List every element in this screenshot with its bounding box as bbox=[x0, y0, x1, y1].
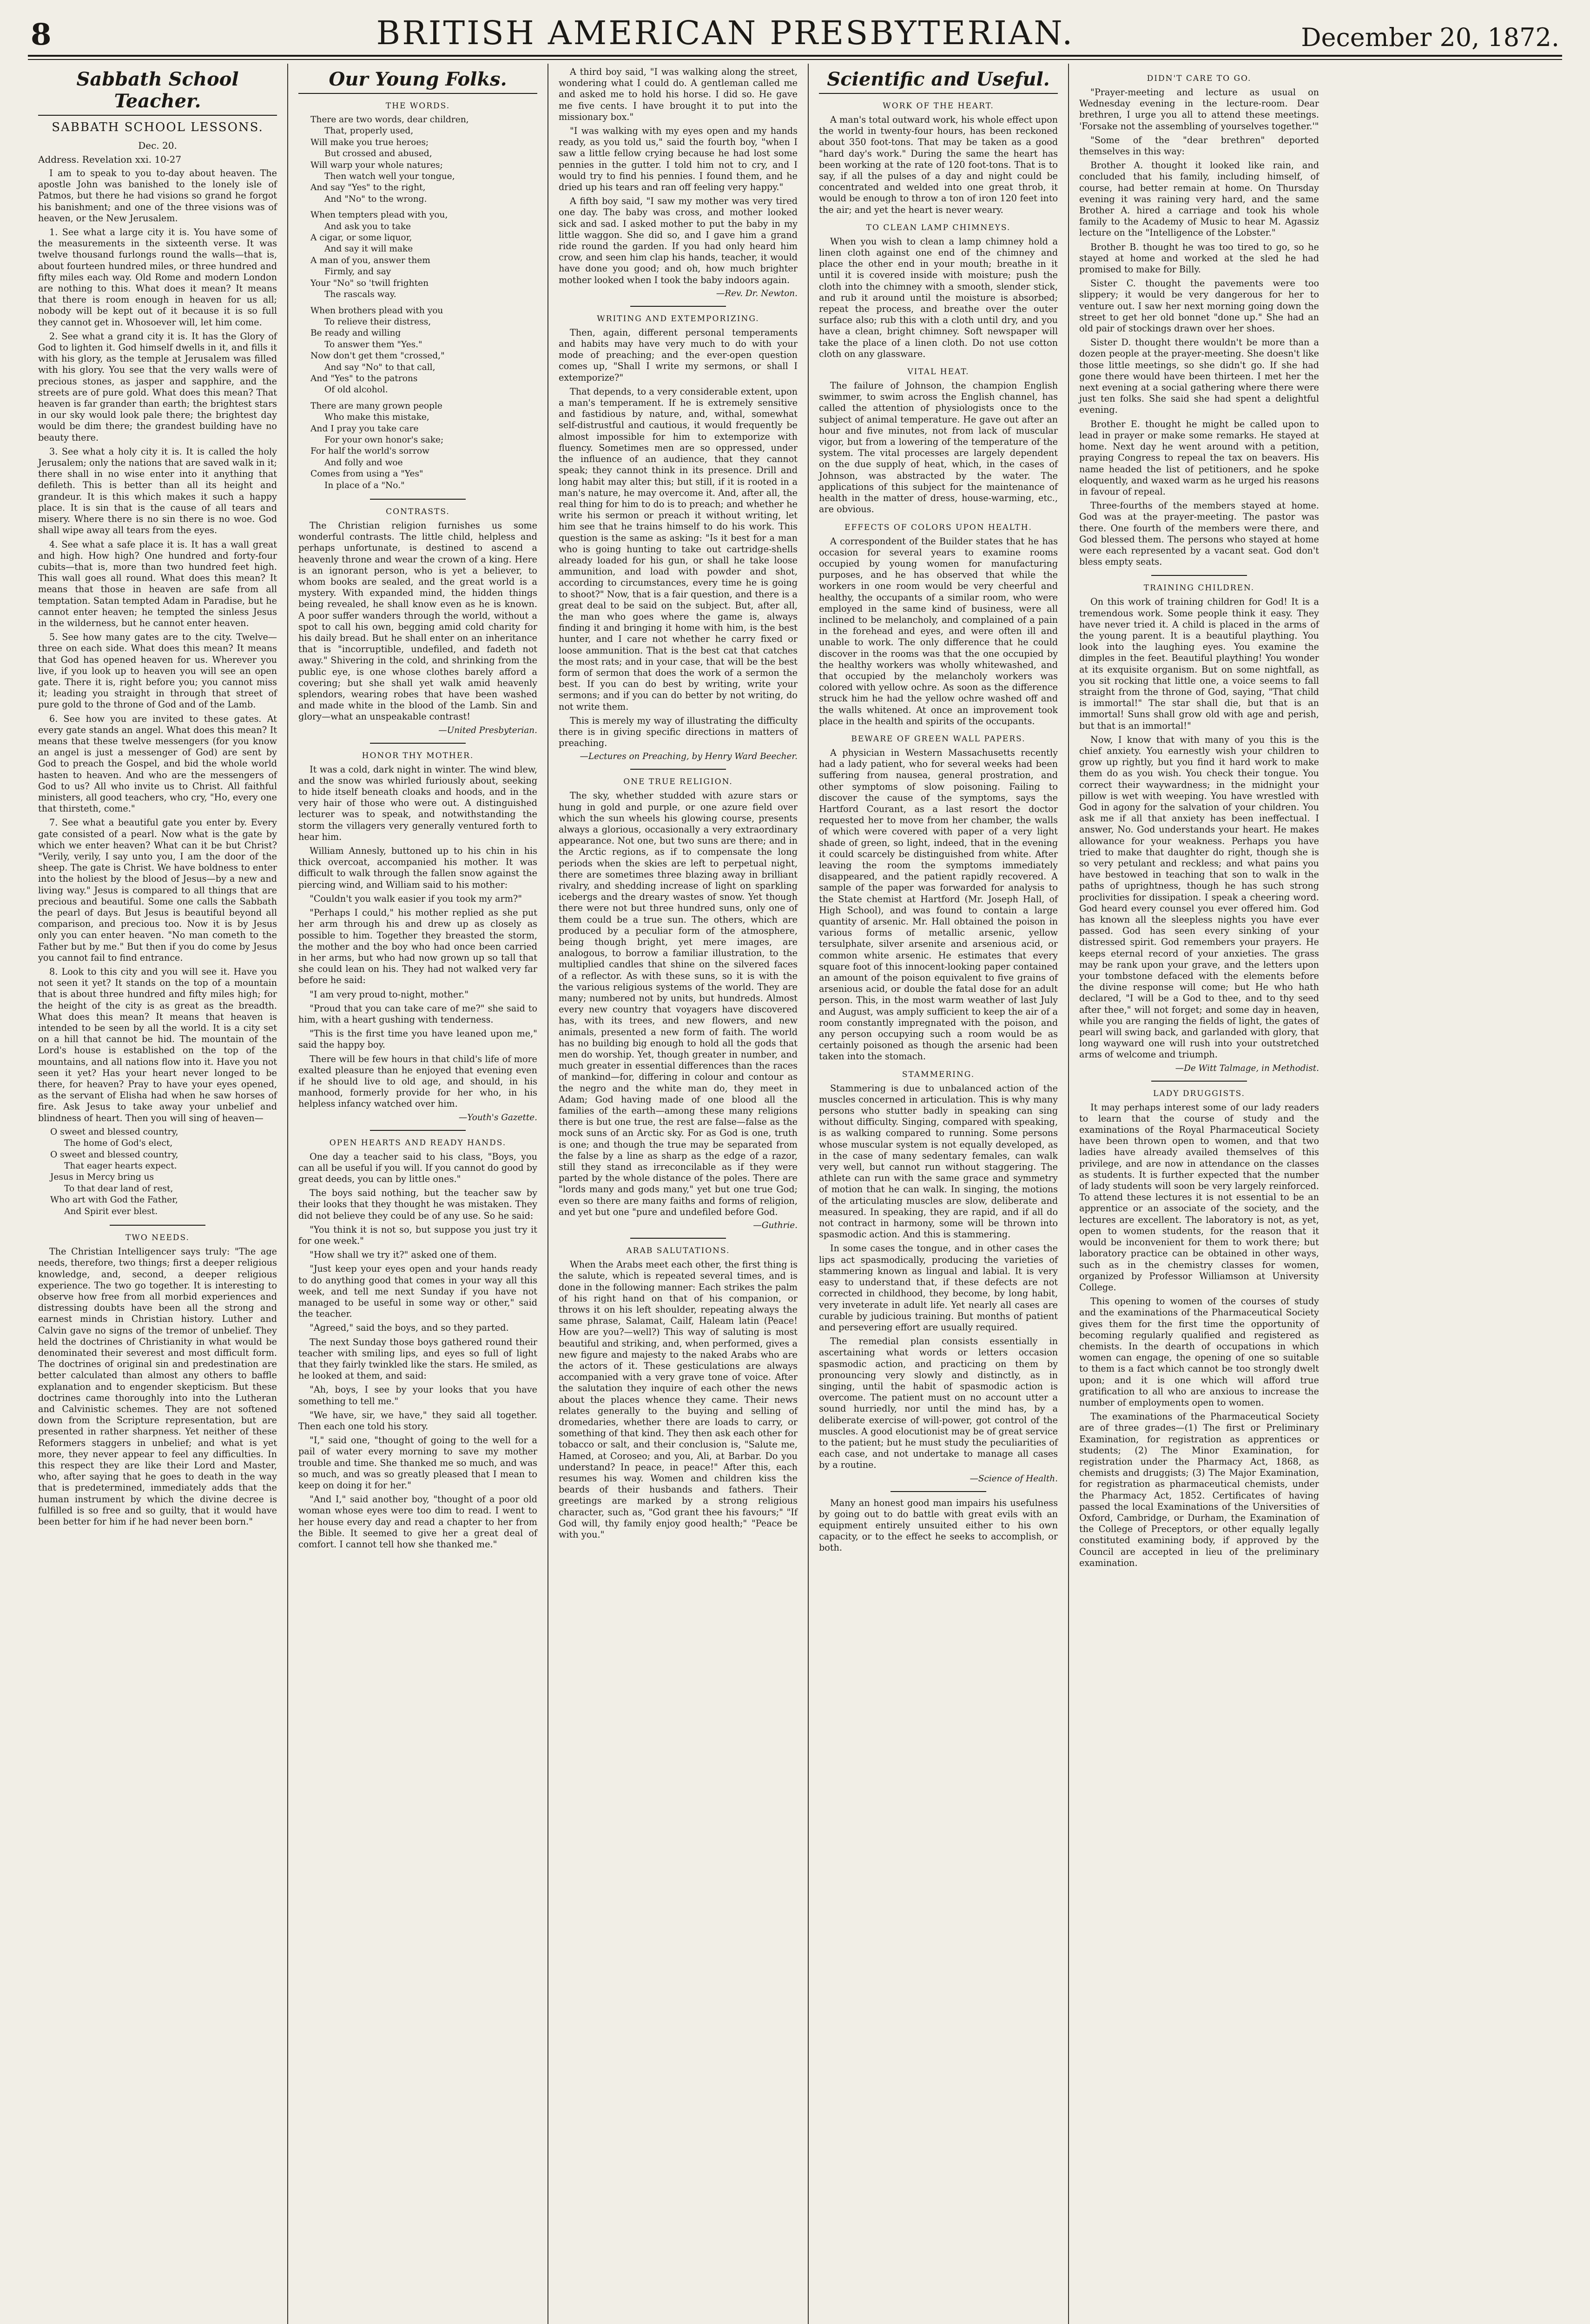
poem-line: O sweet and blessed country, bbox=[50, 1149, 178, 1160]
poem-line: The home of God's elect, bbox=[64, 1138, 173, 1149]
paragraph: A physician in Western Massachusetts recently had a lady patient, who for several weeks had been suffering from nausea, general prostration, and other symptoms of slow poisoning. Failing to discover the cause of the symptoms, says the Hartford Courant, as a last resort the doctor requested her to move from her chamber, the walls of which were covered with paper of a very light shade of green, so light, indeed, that in the evening it could scarcely be distinguished from white. After leaving the room the symptoms immediately disappeared, and the patient rapidly recovered. A sample of the paper was forwarded for analysis to the State chemist at Hartford (Mr. Joseph Hall, of High School), and was found to contain a large quantity of arsenic. Mr. Hall obtained the poison in various forms of metallic arsenic, yellow tersulphate, silver arsenite and arsenious acid, or common white arsenic. He estimates that every square foot of this innocent-looking paper contained an amount of the poison equivalent to five grains of arsenious acid, or double the fatal dose for an adult person. This, in the most warm weather of last July and August, was amply sufficient to keep the air of a room constantly impregnated with the poison, and any person occupying such a room would be as certainly poisoned as though the arsenic had been taken into the stomach. bbox=[819, 747, 1058, 1062]
poem-line: Of old alcohol. bbox=[324, 385, 388, 395]
poem-line: But crossed and abused, bbox=[324, 149, 432, 159]
article-heading: TO CLEAN LAMP CHIMNEYS. bbox=[866, 223, 1011, 232]
column-2 bbox=[288, 64, 548, 2324]
article-heading: LADY DRUGGISTS. bbox=[1153, 1089, 1245, 1098]
divider bbox=[630, 1238, 726, 1239]
poem-line: In place of a "No." bbox=[324, 480, 405, 490]
divider bbox=[370, 499, 466, 500]
column-4 bbox=[809, 64, 1069, 2324]
paragraph: The boys said nothing, but the teacher saw by their looks that they thought he was mistaken. They did not believe they could be of any use. So he said: bbox=[298, 1188, 537, 1221]
paragraph: "Just keep your eyes open and your hands ready to do anything good that comes in your way all this week, and tell me next Sunday if you have not managed to be useful in some way or other," said the teacher. bbox=[298, 1263, 537, 1320]
poem-line: For your own honor's sake; bbox=[324, 435, 444, 445]
poem-line: Comes from using a "Yes" bbox=[310, 469, 423, 479]
article-heading: ARAB SALUTATIONS. bbox=[626, 1246, 730, 1256]
paragraph: It was a cold, dark night in winter. The wind blew, and the snow was whirled furiously about, seeking to hide itself beneath cloaks and hoods, and in the very hair of those who were out. A distinguished lecturer was to speak, and notwithstanding the storm the villagers very generally ventured forth to hear him. bbox=[298, 764, 537, 842]
paragraph: Many an honest good man impairs his usefulness by going out to do battle with great evils with an equipment entirely unsuited either to his own capacity, or to the effect he seeks to accomplish, or both. bbox=[819, 1497, 1058, 1553]
byline: —De Witt Talmage, in Methodist. bbox=[1175, 1063, 1319, 1073]
paragraph: A fifth boy said, "I saw my mother was very tired one day. The baby was cross, and mother looked sick and sad. I asked mother to put the baby in my little waggon. She did so, and I gave him a grand ride round the garden. If you had only heard him crow, and seen him clap his hands, teacher, it would have done you good; and oh, how much brighter mother looked when I took the baby indoors again. bbox=[559, 196, 798, 285]
divider bbox=[110, 1225, 205, 1226]
article-heading: TWO NEEDS. bbox=[125, 1233, 190, 1243]
article-heading: THE WORDS. bbox=[385, 101, 450, 111]
column-3 bbox=[548, 64, 809, 2324]
poem-line: A cigar, or some liquor, bbox=[310, 233, 412, 243]
column-1 bbox=[28, 64, 288, 2324]
paragraph: In some cases the tongue, and in other cases the lips act spasmodically, producing the varieties of stammering known as lingual and labial. It is very easy to understand that, if these defects are not corrected in childhood, they become, by long habit, very inveterate in adult life. Yet nearly all cases are curable by judicious training. But months of patient and persevering effort are usually required. bbox=[819, 1243, 1058, 1333]
paragraph: "Perhaps I could," his mother replied as she put her arm through his and drew up as closely as possible to him. Together they breasted the storm, the mother and the boy who had once been carried in her arms, but who had now grown up so tall that she could lean on his. They had not walked very far before he said: bbox=[298, 907, 537, 986]
poem-line: Then watch well your tongue, bbox=[324, 172, 455, 182]
paragraph: It may perhaps interest some of our lady readers to learn that the course of study and the examinations of the Royal Pharmaceutical Society have been thrown open to women, and that two ladies have already availed themselves of this privilege, and are now in attendance on the classes as students. It is further expected that the number of lady students will soon be very largely reinforced. To attend these lectures it is not essential to be an apprentice or an associate of the society, and the lectures are excellent. The laboratory is not, as yet, open to women students, for the reason that it would be inconvenient for them to work there; but laboratory practice can be obtained in other ways, such as in the chemistry classes for women, organized by Professor Williamson at University College. bbox=[1079, 1102, 1319, 1293]
article-heading: DIDN'T CARE TO GO. bbox=[1147, 74, 1252, 83]
paragraph: "We have, sir, we have," they said all together. Then each one told his story. bbox=[298, 1409, 537, 1432]
paragraph: "Agreed," said the boys, and so they parted. bbox=[310, 1322, 509, 1334]
paragraph: Brother A. thought it looked like rain, and concluded that his family, including himself, of course, had better remain at home. On Thursday evening it was raining very hard, and the same Brother A. hired a carriage and took his whole family to the Academy of Music to hear M. Agassiz lecture on the "Intelligence of the Lobster." bbox=[1079, 160, 1319, 238]
poem-line: Jesus in Mercy bring us bbox=[50, 1172, 154, 1182]
paragraph: On this work of training children for God! It is a tremendous work. Some people think it easy. They have never tried it. A child is placed in the arms of the young parent. It is a beautiful plaything. You look into the laughing eyes. You examine the dimples in the feet. Beautiful plaything! You wonder at its exquisite organism. But on some nightfall, as you sit rocking that little one, a voice seems to fall straight from the throne of God, saying, "That child is immortal!" The star shall die, but that is an immortal! Suns shall grow old with age and perish, but that is an immortal!" bbox=[1079, 596, 1319, 731]
poem-line: And I pray you take care bbox=[310, 423, 419, 434]
poem-line: That eager hearts expect. bbox=[64, 1161, 177, 1171]
paragraph: 6. See how you are invited to these gates. At every gate stands an angel. What does this mean? It means that these twelve messengers (for you know an angel is just a messenger of God) are sent by God to preach the Gospel, and bid the whole world hasten to heaven. And who are the messengers of God to us? All who invite us to Christ. All faithful ministers, all good teachers, who cry, "Ho, every one that thirsteth, come." bbox=[38, 713, 277, 814]
poem-line: And say "Yes" to the right, bbox=[310, 183, 426, 193]
paragraph: 4. See what a safe place it is. It has a wall great and high. How high? One hundred and forty-four cubits—that is, more than two hundred feet high. This wall goes all round. What does this mean? It means that those in heaven are safe from all temptation. Satan tempted Adam in Paradise, but he cannot enter heaven; he tempted the sinless Jesus in the wilderness, but he cannot enter heaven. bbox=[38, 539, 277, 628]
article-heading: CONTRASTS. bbox=[386, 507, 450, 516]
poem-line: To answer them "Yes." bbox=[324, 339, 422, 350]
paragraph: When you wish to clean a lamp chimney hold a linen cloth against one end of the chimney and place the other end in your mouth; breathe in it until it is covered inside with moisture; push the cloth into the chimney with a smooth, slender stick, and rub it around until the moisture is absorbed; repeat the process, and breathe over the outer surface also; rub this with a cloth until dry, and you have a clean, bright chimney. Soft newspaper will take the place of a linen cloth. Do not use cotton cloth on any glassware. bbox=[819, 236, 1058, 359]
poem-line: When tempters plead with you, bbox=[310, 210, 448, 220]
poem-line: There are many grown people bbox=[310, 401, 442, 411]
byline: —Lectures on Preaching, by Henry Ward Beecher. bbox=[580, 752, 798, 762]
stanza-gap bbox=[298, 301, 537, 305]
divider bbox=[891, 1491, 986, 1492]
stanza-gap bbox=[298, 205, 537, 210]
stanza-gap bbox=[298, 396, 537, 401]
paragraph: The remedial plan consists essentially in ascertaining what words or letters occasion spasmodic action, and practicing on them by pronouncing very slowly and distinctly, as in singing, until the habit of spasmodic action is overcome. The patient must on no account utter a sound hurriedly, nor until the mind has, by a deliberate exercise of will-power, got control of the muscles. A good elocutionist may be of great service to the patient; but he must study the peculiarities of each case, and not undertake to manage all cases by a routine. bbox=[819, 1336, 1058, 1471]
paragraph: "Couldn't you walk easier if you took my arm?" bbox=[310, 893, 522, 904]
issue-date: December 20, 1872. bbox=[1301, 23, 1559, 52]
masthead-rule bbox=[28, 59, 1562, 60]
paragraph: This opening to women of the courses of study and the examinations of the Pharmaceutical Society gives them for the first time the opportunity of becoming regularly qualified and registered as chemists. In the dearth of occupations in which women can engage, the opening of one so suitable to them is a fact which cannot be too strongly dwelt upon; and it is one which will afford true gratification to all who are anxious to increase the number of employments open to women. bbox=[1079, 1296, 1319, 1408]
paragraph: "And I," said another boy, "thought of a poor old woman whose eyes were too dim to read. I went to her house every day and read a chapter to her from the Bible. It seemed to give her a great deal of comfort. I cannot tell how she thanked me." bbox=[298, 1494, 537, 1550]
poem-line: Your "No" so 'twill frighten bbox=[310, 278, 429, 288]
poem-line: To relieve their distress, bbox=[324, 317, 431, 327]
poem-line: O sweet and blessed country, bbox=[50, 1127, 178, 1137]
paragraph: Three-fourths of the members stayed at home. God was at the prayer-meeting. The pastor was there. One fourth of the members were there, and God blessed them. The persons who stayed at home were each represented by a vacant seat. God don't bless empty seats. bbox=[1079, 500, 1319, 568]
paragraph: Brother E. thought he might be called upon to lead in prayer or make some remarks. He stayed at home. Next day he went around with a petition, praying Congress to repeal the tax on beavers. His name headed the list of petitioners, and he spoke eloquently, and waxed warm as he urged his reasons in favour of repeal. bbox=[1079, 418, 1319, 497]
article-heading: WRITING AND EXTEMPORIZING. bbox=[597, 314, 759, 324]
article-heading: TRAINING CHILDREN. bbox=[1143, 583, 1255, 593]
divider bbox=[1151, 1081, 1247, 1082]
paragraph: Sister D. thought there wouldn't be more than a dozen people at the prayer-meeting. She doesn't like those little meetings, so she didn't go. If she had gone there would have been thirteen. I met her the next evening at a social gathering where there were just ten folks. She said she had spent a delightful evening. bbox=[1079, 337, 1319, 416]
paragraph: The sky, whether studded with azure stars or hung in gold and purple, or one azure field over which the sun wheels his glowing course, presents always a glorious, occasionally a very extraordinary appearance. Not one, but two suns are there; and in the Arctic regions, as if to compensate the long periods when the skies are left to perpetual night, there are sometimes three blazing away in brilliant rivalry, and shedding increase of light on sparkling icebergs and the dreary wastes of snow. Yet though there were not but three hundred suns, only one of them could be a true sun. The others, which are produced by a peculiar form of the atmosphere, being though bright, yet mere images, are analogous, to borrow a familiar illustration, to the multiplied candles that shine on the silvered faces of a reflector. As with these suns, so it is with the the various religious systems of the world. They are many; numbered not by units, but hundreds. Almost every new country that voyagers have discovered has, with its trees, and new flowers, and new animals, presented a new form of faith. The world has no building big enough to hold all the gods that men do worship. Yet, though greater in number, and much greater in essential differences than the races of mankind—for, differing in colour and contour as the negro and the white man do, they meet in Adam; God having made of one blood all the families of the earth—among these many religions there is but one true, the rest are false—false as the mock suns of an Arctic sky. For as God is one, truth is one; and though the true may be separated from the false by a line as sharp as the edge of a razor, still they stand as irreconcilable as if they were parted by the whole distance of the poles. There are "lords many and gods many," yet but one true God; even so there are many faiths and forms of religion, and yet but one "pure and undefiled before God. bbox=[559, 790, 798, 1217]
poem-line: A man of you, answer them bbox=[310, 255, 430, 265]
paragraph: This is merely my way of illustrating the difficulty there is in giving specific directions in matters of preaching. bbox=[559, 715, 798, 749]
poem-line: Will make you true heroes; bbox=[310, 137, 429, 147]
paragraph: A third boy said, "I was walking along the street, wondering what I could do. A gentleman called me and asked me to hold his horse. I did so. He gave me five cents. I have brought it to put into the missionary box." bbox=[559, 66, 798, 122]
paragraph: 1. See what a large city it is. You have some of the measurements in the sixteenth verse. It was twelve thousand furlongs round the walls—that is, about fourteen hundred miles, or three hundred and fifty miles each way. Old Rome and modern London are nothing to this. What does it mean? It means that there is room enough in heaven for us all; nobody will be kept out of it because it is so full they cannot get in. Whosoever will, let him come. bbox=[38, 227, 277, 328]
paragraph: "You think it is not so, but suppose you just try it for one week." bbox=[298, 1224, 537, 1246]
paragraph: 5. See how many gates are to the city. Twelve—three on each side. What does this mean? It means that God has opened heaven for us. Wherever you live, if you look up to heaven you will see an open gate. There it is, right before you; you cannot miss it; leading you straight in through that street of pure gold to the throne of God and of the Lamb. bbox=[38, 632, 277, 710]
paragraph: When the Arabs meet each other, the first thing is the salute, which is repeated several times, and is done in the following manner: Each strikes the palm of his right hand on that of his companion, or throws it on his left shoulder, repeating always the same phrase, Salamat, Cailf, Haleam latin (Peace! How are you?—well?) This way of saluting is most beautiful and striking, and, when performed, gives a new figure and majesty to the naked Arabs who are the actors of it. These gesticulations are always accompanied with a very grave tone of voice. After the salutation they inquire of each other the news about the places whence they came. Their news relates generally to the buying and selling of dromedaries, whether there are loads to carry, or something of that kind. They then ask each other for tobacco or salt, and their conclusion is, "Salute me, Hamed, at Coroseo; and you, Ali, at Barbar. Do you understand? In peace, in peace!" After this, each resumes his way. Women and children kiss the beards of their husbands and fathers. Their greetings are marked by a strong religious character, such as, "God grant thee his favours;" "If God will, thy family enjoy good health;" "Peace be with you." bbox=[559, 1259, 798, 1540]
poem-line: Who make this mistake, bbox=[324, 412, 429, 423]
article-heading: ONE TRUE RELIGION. bbox=[623, 777, 733, 787]
poem-line: When brothers plead with you bbox=[310, 305, 443, 316]
paragraph: That depends, to a very considerable extent, upon a man's temperament. If he is extremely sensitive and fastidious by nature, and, withal, somewhat self-distrustful and cautious, it would frequently be almost impossible for him to extemporize with fluency. Sometimes men are so oppressed, under the influence of an audience, that they cannot speak; they cannot think in its presence. Drill and long habit may alter this; but still, if it is rooted in a man's nature, he may overcome it. And, after all, the real thing for him to do is to preach; and whether he write his sermon or preach it without writing, let him see that he trains himself to do his work. This question is the same as asking: "Is it best for a man who is going hunting to take out cartridge-shells already loaded for his gun, or shall he take loose ammunition, and load with powder and shot, according to circumstances, every time he is going to shoot?" Now, that is a fair question, and there is a great deal to be said on the subject. But, after all, the man who goes where the game is, always finding it and bringing it home with him, is the best hunter, and I care not whether he carry fixed or loose ammunition. That is the best cat that catches the most rats; and in your case, that will be the best form of sermon that does the work of a sermon the best. If you can do best by writing, write your sermons; and if you can do better by not writing, do not write them. bbox=[559, 386, 798, 712]
paragraph: Then, again, different personal temperaments and habits may have very much to do with your mode of preaching; and the ever-open question comes up, "Shall I write my sermons, or shall I extemporize?" bbox=[559, 327, 798, 383]
paragraph: "Prayer-meeting and lecture as usual on Wednesday evening in the lecture-room. Dear brethren, I urge you all to attend these meetings. 'Forsake not the assembling of yourselves together.'" bbox=[1079, 87, 1319, 132]
poem-line: And ask you to take bbox=[324, 221, 411, 231]
divider bbox=[370, 743, 466, 744]
paragraph: "Some of the "dear brethren" deported themselves in this way: bbox=[1079, 134, 1319, 157]
paragraph: "I am very proud to-night, mother." bbox=[310, 989, 469, 1000]
lesson-date: Dec. 20. bbox=[138, 140, 177, 151]
paragraph: "This is the first time you have leaned upon me," said the happy boy. bbox=[298, 1028, 537, 1050]
article-heading: EFFECTS OF COLORS UPON HEALTH. bbox=[844, 522, 1032, 532]
byline: —United Presbyterian. bbox=[438, 725, 537, 735]
poem-line: And "No" to the wrong. bbox=[324, 194, 427, 204]
byline: —Rev. Dr. Newton. bbox=[716, 288, 798, 298]
poem-line: Firmly, and say bbox=[324, 267, 391, 277]
department-heading: Our Young Folks. bbox=[298, 68, 537, 94]
poem-line: To that dear land of rest, bbox=[64, 1183, 173, 1194]
poem-line: The rascals way. bbox=[324, 290, 396, 300]
article-heading: STAMMERING. bbox=[902, 1070, 975, 1079]
paragraph: 2. See what a grand city it is. It has the Glory of God to lighten it. God himself dwells in it, and fills it with his glory, as the temple at Jerusalem was filled with his glory. You see that the very walls were of precious stones, as jasper and sapphire, and the streets are of pure gold. What does this mean? That heaven is far grander than earth; the brightest stars in our sky would look pale there; the brightest day would be dim there; the grandest building have no beauty there. bbox=[38, 330, 277, 443]
poem-line: There are two words, dear children, bbox=[310, 115, 469, 125]
poem-line: That, properly used, bbox=[324, 126, 414, 136]
paragraph: A correspondent of the Builder states that he has occasion for several years to examine rooms occupied by young women for manufacturing purposes, and he has observed that while the workers in one room would be very cheerful and healthy, the occupants of a similar room, who were employed in the same kind of business, were all inclined to be melancholy, and complained of a pain in the forehead and eyes, and were often ill and unable to work. The only difference that he could discover in the rooms was that the one occupied by the healthy workers was wholly whitewashed, and that occupied by the melancholy workers was colored with yellow ochre. As soon as the difference struck him he had the yellow ochre washed off and the walls whitened. At once an improvement took place in the health and spirits of the occupants. bbox=[819, 535, 1058, 726]
masthead bbox=[28, 14, 1562, 57]
article-heading: BEWARE OF GREEN WALL PAPERS. bbox=[851, 734, 1026, 744]
paragraph: "How shall we try it?" asked one of them. bbox=[310, 1249, 497, 1261]
article-heading: WORK OF THE HEART. bbox=[883, 101, 994, 111]
paragraph: "I," said one, "thought of going to the well for a pail of water every morning to save my mother trouble and time. She thanked me so much, and was so much, and was so greatly pleased that I mean to keep on doing it for her." bbox=[298, 1435, 537, 1491]
paragraph: Stammering is due to unbalanced action of the muscles concerned in articulation. This is why many persons who stutter badly in speaking can sing without difficulty. Singing, compared with speaking, is as walking compared to running. Some persons whose muscular system is not equally developed, as in the case of many sedentary females, can walk very well, but cannot run without staggering. The athlete can run with the same grace and symmetry of motion that he can walk. In singing, the motions of the articulating muscles are slow, deliberate and measured. In speaking, they are rapid, and if all do not contract in harmony, some will be thrown into spasmodic action. And this is stammering. bbox=[819, 1083, 1058, 1240]
byline: —Youth's Gazette. bbox=[458, 1112, 537, 1122]
paragraph: Brother B. thought he was too tired to go, so he stayed at home and worked at the sled he had promised to make for Billy. bbox=[1079, 241, 1319, 275]
paragraph: The failure of Johnson, the champion English swimmer, to swim across the English channel, has called the attention of physiologists once to the subject of animal temperature. He gave out after an hour and five minutes, not from lack of muscular vigor, but from a lowering of the temperature of the system. The vital processes are largely dependent on the due supply of heat, which, in the cases of Johnson, was abstracted by the water. The applications of this subject for the maintenance of health in the matter of dress, house-warming, etc., are obvious. bbox=[819, 380, 1058, 515]
newspaper-title: BRITISH AMERICAN PRESBYTERIAN. bbox=[376, 14, 1075, 52]
divider bbox=[630, 769, 726, 770]
department-heading: Scientific and Useful. bbox=[819, 68, 1058, 94]
paragraph: The examinations of the Pharmaceutical Society are of three grades—(1) The first or Preliminary Examination, for registration as apprentices or students; (2) The Minor Examination, for registration under the Pharmacy Act, 1868, as chemists and druggists; (3) The Major Examination, for registration as pharmaceutical chemists, under the Pharmacy Act, 1852. Certificates of having passed the local Examinations of the Universities of Oxford, Cambridge, or Durham, the Examination of the College of Preceptors, or other equally legally constituted examining body, if approved by the Council are accepted in lieu of the preliminary examination. bbox=[1079, 1411, 1319, 1568]
poem-line: And "Yes" to the patrons bbox=[310, 373, 418, 383]
paragraph: "Ah, boys, I see by your looks that you have something to tell me." bbox=[298, 1384, 537, 1406]
paragraph: The next Sunday those boys gathered round their teacher with smiling lips, and eyes so full of light that they fairly twinkled like the stars. He smiled, as he looked at them, and said: bbox=[298, 1336, 537, 1381]
poem bbox=[38, 1127, 277, 1217]
poem-line: And Spirit ever blest. bbox=[64, 1206, 158, 1216]
poem-line: Will warp your whole natures; bbox=[310, 160, 443, 170]
department-heading: Sabbath School Teacher. bbox=[38, 68, 277, 116]
paragraph: There will be few hours in that child's life of more exalted pleasure than he enjoyed that evening even if he should live to old age, and should, in his manhood, formerly provide for her who, in his helpless infancy watched over him. bbox=[298, 1053, 537, 1109]
paragraph: Now, I know that with many of you this is the chief anxiety. You earnestly wish your children to grow up rightly, but you find it hard work to make them do as you wish. You check their tongue. You correct their waywardness; in the midnight your pillow is wet with weeping. You have wrestled with God in agony for the salvation of your children. You ask me if all that anxiety has been ineffectual. I answer, No. God understands your heart. He makes allowance for your weakness. Perhaps you have tried to make that daughter do right, though she is so very petulant and reckless; and what pains you have bestowed in teaching that son to walk in the paths of uprightness, though he has such strong proclivities for dissipation. I speak a cheering word. God heard every counsel you ever offered him. God has known all the sleepless nights you have ever passed. God has seen every sinking of your distressed spirit. God remembers your prayers. He keeps eternal record of your anxieties. The grass may be rank upon your grave, and the letters upon your tombstone defaced with the elements before the divine response will come; but He who hath declared, "I will be a God to thee, and to thy seed after thee," will not forget; and some day in heaven, while you are ranging the fields of light, the gates of pearl will swing back, and garlanded with glory, that long wayward one will rush into your outstretched arms of welcome and triumph. bbox=[1079, 734, 1319, 1060]
paragraph: A man's total outward work, his whole effect upon the world in twenty-four hours, has been reckoned about 350 foot-tons. That may be taken as a good "hard day's work." During the same the heart has been working at the rate of 120 foot-tons. That is to say, if all the pulses of a day and night could be concentrated and welded into one great throb, it would be enough to throw a ton of iron 120 feet into the air; and yet the heart is never weary. bbox=[819, 114, 1058, 215]
divider bbox=[370, 1130, 466, 1131]
poem bbox=[298, 114, 537, 491]
byline: —Guthrie. bbox=[753, 1221, 798, 1231]
columns bbox=[28, 64, 1562, 2324]
paragraph: "I was walking with my eyes open and my hands ready, as you told us," said the fourth boy, "when I saw a little fellow crying because he had lost some pennies in the gutter. I told him not to cry, and I would try to find his pennies. I found them, and he dried up his tears and ran off feeling very happy." bbox=[559, 125, 798, 193]
poem-line: For half the world's sorrow bbox=[310, 446, 430, 456]
lesson-address: Address. Revelation xxi. 10-27 bbox=[38, 154, 182, 165]
page-number: 8 bbox=[31, 17, 52, 52]
paragraph: 3. See what a holy city it is. It is called the holy Jerusalem; only the nations that are saved walk in it; there shall in no wise enter into it anything that defileth. This is better than all its height and grandeur. It is this which makes it such a happy place. It is sin that is the cause of all tears and misery. Where there is no sin there is no woe. God shall wipe away all tears from the eyes. bbox=[38, 446, 277, 536]
poem-line: Now don't get them "crossed," bbox=[310, 351, 445, 361]
paragraph: The Christian Intelligencer says truly: "The age needs, therefore, two things; first a deeper religious knowledge, and, second, a deeper religious experience. The two go together. It is interesting to observe how free from all morbid experiences and distressing doubts have been all the strong and earnest minds in Christian history. Luther and Calvin gave no signs of the tremor of unbelief. They held the doctrines of Christianity in what would be denominated their severest and most difficult form. The doctrines of original sin and predestination are better calculated than almost any others to baffle explanation and to engender skepticism. But these doctrines came thoroughly into into the Lutheran and Calvinistic schemes. They are not softened down from the Scripture representation, but are presented in rather sharpness. Yet neither of these Reformers staggers in unbelief; and what is yet more, they never appear to feel any difficulties. In this respect they are like their Lord and Master, who, after saying that he goes to death in the way that is predetermined, immediately adds that the human instrument by which the divine decree is fulfilled is so free and so guilty, that it would have been better for him if he had never been born." bbox=[38, 1246, 277, 1527]
poem-line: And say "No" to that call, bbox=[324, 362, 435, 372]
divider bbox=[630, 306, 726, 307]
byline: —Science of Health. bbox=[970, 1473, 1058, 1484]
article-heading: SABBATH SCHOOL LESSONS. bbox=[52, 120, 264, 134]
paragraph: 7. See what a beautiful gate you enter by. Every gate consisted of a pearl. Now what is the gate by which we enter heaven? What can it be but Christ? "Verily, verily, I say unto you, I am the door of the sheep. The gate is Christ. We have boldness to enter into the holiest by the blood of Jesus—by a new and living way." Jesus is compared to all things that are precious and beautiful. Some one calls the Sabbath the pearl of days. But Jesus is beautiful beyond all comparison, and precious too. Now it is by Jesus only you can enter heaven. "No man cometh to the Father but by me." But then if you do come by Jesus you cannot fail to find entrance. bbox=[38, 817, 277, 963]
paragraph: William Annesly, buttoned up to his chin in his thick overcoat, accompanied his mother. It was difficult to walk through the fallen snow against the piercing wind, and William said to his mother: bbox=[298, 845, 537, 890]
paragraph: "Proud that you can take care of me?" she said to him, with a heart gushing with tenderness. bbox=[298, 1003, 537, 1025]
poem-line: And folly and woe bbox=[324, 457, 403, 468]
column-5 bbox=[1069, 64, 1329, 2324]
divider bbox=[1151, 575, 1247, 576]
article-heading: HONOR THY MOTHER. bbox=[362, 751, 474, 760]
paragraph: Sister C. thought the pavements were too slippery; it would be very dangerous for her to venture out. I saw her next morning going down the street to get her old bonnet "done up." She had an old pair of stockings drawn over her shoes. bbox=[1079, 278, 1319, 334]
poem-line: And say it will make bbox=[324, 244, 413, 254]
paragraph: The Christian religion furnishes us some wonderful contrasts. The little child, helpless and perhaps unfortunate, is destined to ascend a heavenly throne and wear the crown of a king. Here is an ignorant person, who is yet a believer, to whom books are sealed, and the great world is a mystery. With expanded mind, the hidden things being revealed, he shall know even as he is known. A poor suffer wanders through the world, without a spot to call his own, begging amid cold charity for his daily bread. But he shall enter on an inheritance that is "incorruptible, undefiled, and fadeth not away." Shivering in the cold, and shrinking from the public eye, is one whose clothes barely afford a covering; but she shall yet walk amid heavenly splendors, wearing robes that have been washed and made white in the blood of the Lamb. Sin and glory—what an unspeakable contrast! bbox=[298, 520, 537, 722]
poem-line: Who art with God the Father, bbox=[50, 1195, 178, 1205]
paragraph: I am to speak to you to-day about heaven. The apostle John was banished to the lonely isle of Patmos, but there he had visions so grand he forgot his banishment; and one of the three visions was of heaven, or the New Jerusalem. bbox=[38, 168, 277, 224]
paragraph: 8. Look to this city and you will see it. Have you not seen it yet? It stands on the top of a mountain that is about three hundred and fifty miles high; for the height of the city is as great as the breadth. What does this mean? It means that heaven is intended to be seen by all the world. It is a city set on a hill that cannot be hid. The mountain of the Lord's house is established on the top of the mountains, and all nations flow into it. Have you not seen it yet? Has your heart never longed to be there, for heaven? Pray to have your eyes opened, as the servant of Elisha had when he saw horses of fire. Ask Jesus to take away your unbelief and blindness of heart. Then you will sing of heaven— bbox=[38, 966, 277, 1123]
article-heading: OPEN HEARTS AND READY HANDS. bbox=[329, 1138, 507, 1148]
paragraph: One day a teacher said to his class, "Boys, you can all be useful if you will. If you cannot do good by great deeds, you can by little ones." bbox=[298, 1151, 537, 1184]
poem-line: Be ready and willing bbox=[310, 328, 401, 338]
article-heading: VITAL HEAT. bbox=[907, 367, 970, 377]
